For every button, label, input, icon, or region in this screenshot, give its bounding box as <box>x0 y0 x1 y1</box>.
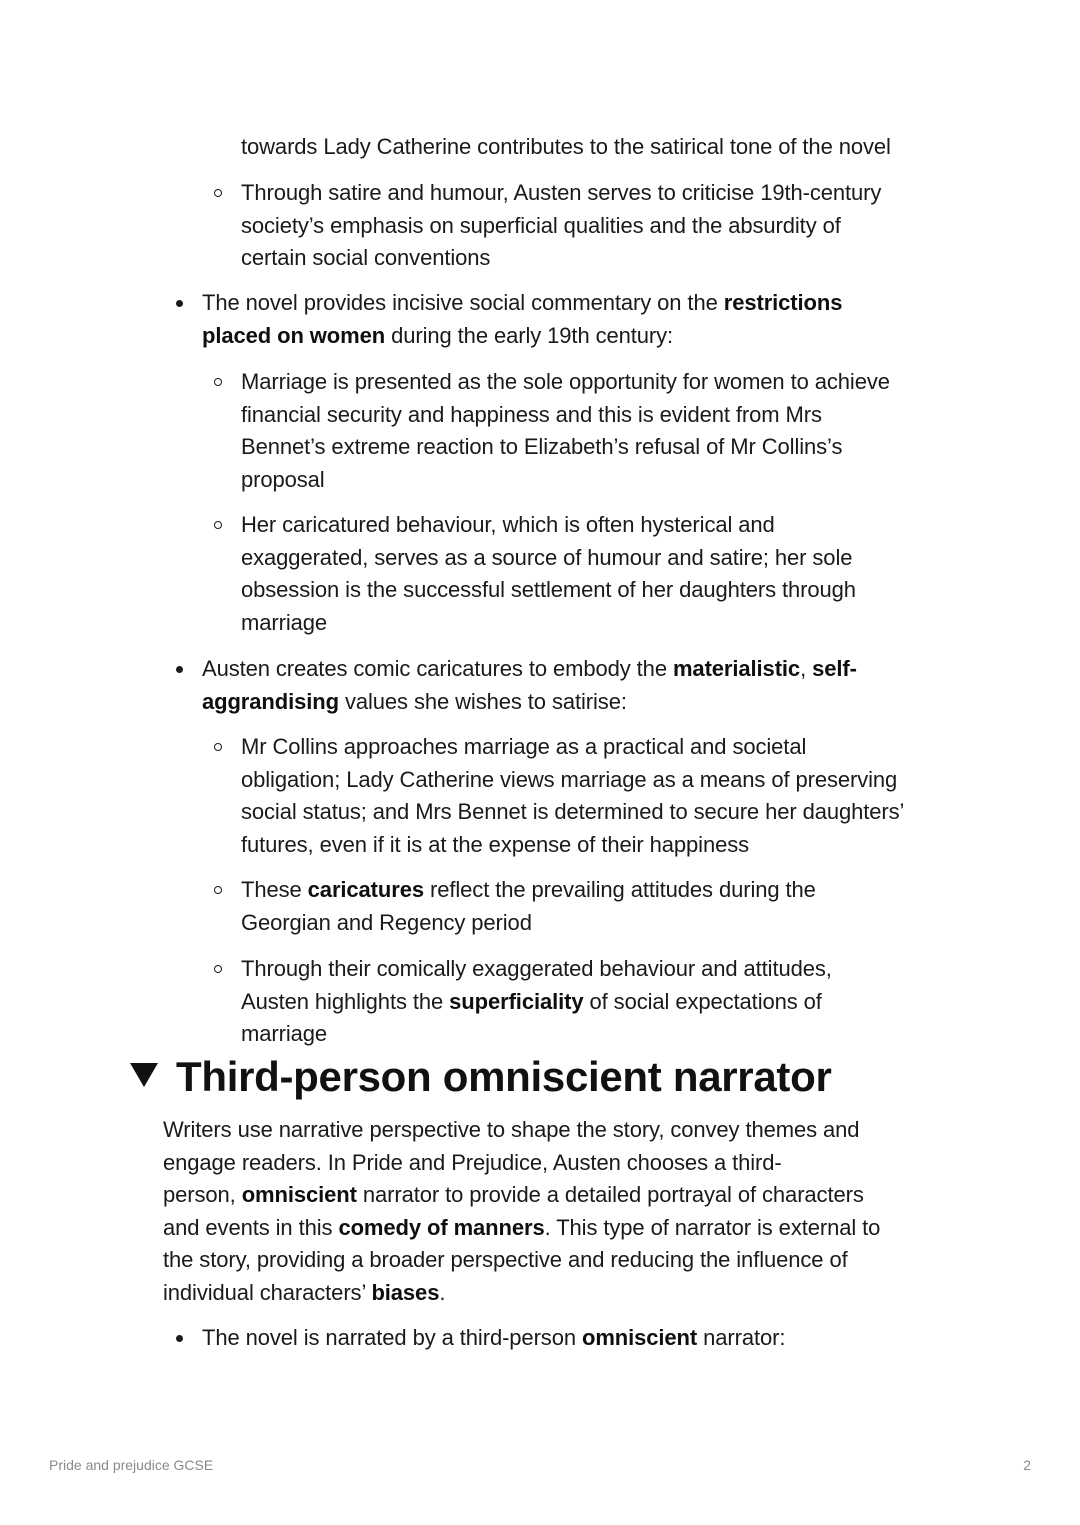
text-run: Mr Collins approaches marriage as a practical and societal <box>241 734 807 759</box>
text-run: of social expectations of <box>583 988 822 1014</box>
text-line <box>163 1212 880 1245</box>
bullet-dot-icon <box>176 300 183 307</box>
text-line <box>241 431 842 464</box>
bullet-dot-icon <box>176 666 183 673</box>
bold-term: placed on women <box>202 322 386 348</box>
text-run: the story, providing a broader perspective and reducing the influence of <box>163 1247 848 1273</box>
text-line <box>241 399 822 432</box>
text-run: . This type of narrator is external to <box>544 1214 881 1240</box>
bullet-circle-icon <box>214 965 222 973</box>
text-run: obsession is the successful settlement of her daughters through <box>241 577 856 603</box>
text-run: Writers use narrative perspective to shape the story, convey themes and <box>163 1117 860 1142</box>
text-line <box>241 210 841 243</box>
text-run: society’s emphasis on superficial qualities and the absurdity of <box>241 212 841 238</box>
text-run: obligation; Lady Catherine views marriage as a means of preserving <box>241 766 898 792</box>
text-line <box>163 1114 859 1147</box>
text-line <box>163 1244 848 1277</box>
text-line <box>241 607 327 640</box>
text-run: narrator: <box>697 1325 786 1350</box>
text-line <box>241 242 490 275</box>
text-run: towards Lady Catherine contributes to the satirical tone of the novel <box>241 134 891 159</box>
text-run: The novel is narrated by a third-person <box>202 1325 582 1350</box>
text-line <box>241 131 891 164</box>
bullet-circle-icon <box>214 743 222 751</box>
text-run: Austen highlights the <box>241 988 450 1014</box>
bold-term: materialistic <box>672 656 801 681</box>
text-run: individual characters’ <box>163 1280 372 1305</box>
text-run: narrator to provide a detailed portrayal of characters <box>356 1182 864 1208</box>
text-line <box>241 829 749 862</box>
text-line <box>241 464 325 497</box>
text-run: engage readers. In Pride and Prejudice, Austen chooses a third- <box>163 1149 782 1175</box>
text-line <box>202 320 673 353</box>
text-run: reflect the prevailing attitudes during the <box>423 877 816 902</box>
text-line <box>241 731 806 764</box>
bullet-dot-icon <box>176 1335 183 1342</box>
text-run: futures, even if it is at the expense of their happiness <box>241 831 750 857</box>
text-line <box>241 177 881 210</box>
text-run: Georgian and Regency period <box>241 909 532 935</box>
text-line <box>241 1018 327 1051</box>
section-heading[interactable] <box>130 1050 832 1104</box>
bold-term: self- <box>812 656 857 681</box>
bullet-circle-icon <box>214 189 222 197</box>
text-run: values she wishes to satirise: <box>338 688 627 714</box>
text-run: during the early 19th century: <box>385 322 674 348</box>
text-line <box>241 986 822 1019</box>
text-run: Austen creates comic caricatures to embody the <box>202 656 673 681</box>
text-run: financial security and happiness and this is evident from Mrs <box>241 401 822 427</box>
text-run: proposal <box>241 466 325 492</box>
text-run: exaggerated, serves as a source of humour and satire; her sole <box>241 544 853 570</box>
text-line <box>202 653 857 686</box>
bold-term: omniscient <box>581 1325 698 1350</box>
text-line <box>163 1277 445 1310</box>
text-run: Bennet’s extreme reaction to Elizabeth’s refusal of Mr Collins’s <box>241 434 843 460</box>
bold-term: omniscient <box>241 1182 357 1208</box>
text-run: marriage <box>241 1021 328 1047</box>
bullet-circle-icon <box>214 378 222 386</box>
text-line <box>241 796 904 829</box>
text-run: , <box>800 656 813 681</box>
text-line <box>202 287 842 320</box>
toggle-triangle-down-icon[interactable] <box>130 1063 158 1087</box>
text-line <box>241 574 856 607</box>
bold-term: comedy of manners <box>338 1214 545 1240</box>
text-run: Marriage is presented as the sole opportunity for women to achieve <box>241 369 890 394</box>
text-line <box>241 764 897 797</box>
footer-page-number: 2 <box>1023 1457 1031 1473</box>
text-line <box>241 509 775 542</box>
bold-term: aggrandising <box>202 688 339 714</box>
footer-document-title: Pride and prejudice GCSE <box>49 1457 214 1473</box>
text-run: Her caricatured behaviour, which is often hysterical and <box>241 512 775 537</box>
text-run: These <box>241 877 308 902</box>
text-run: The novel provides incisive social commentary on the <box>202 290 724 315</box>
text-run: . <box>439 1280 446 1305</box>
text-line <box>163 1147 782 1180</box>
section-heading-text: Third-person omniscient narrator <box>176 1053 832 1100</box>
bold-term: biases <box>371 1280 440 1305</box>
text-line <box>241 366 890 399</box>
text-line <box>241 874 816 907</box>
text-run: Through satire and humour, Austen serves to criticise 19th-century <box>241 180 882 205</box>
text-line <box>241 907 532 940</box>
text-line <box>202 1322 785 1355</box>
bullet-circle-icon <box>214 886 222 894</box>
bullet-circle-icon <box>214 521 222 529</box>
text-run: person, <box>163 1182 242 1208</box>
bold-term: restrictions <box>723 290 843 315</box>
text-run: marriage <box>241 609 328 635</box>
text-run: Through their comically exaggerated behaviour and attitudes, <box>241 956 832 981</box>
text-run: and events in this <box>163 1214 339 1240</box>
bold-term: caricatures <box>307 877 424 902</box>
bold-term: superficiality <box>449 988 584 1014</box>
text-line <box>202 686 627 719</box>
text-run: social status; and Mrs Bennet is determined to secure her daughters’ <box>241 799 905 825</box>
text-line <box>241 953 832 986</box>
text-line <box>241 542 852 575</box>
text-run: certain social conventions <box>241 245 491 271</box>
text-line <box>163 1179 864 1212</box>
